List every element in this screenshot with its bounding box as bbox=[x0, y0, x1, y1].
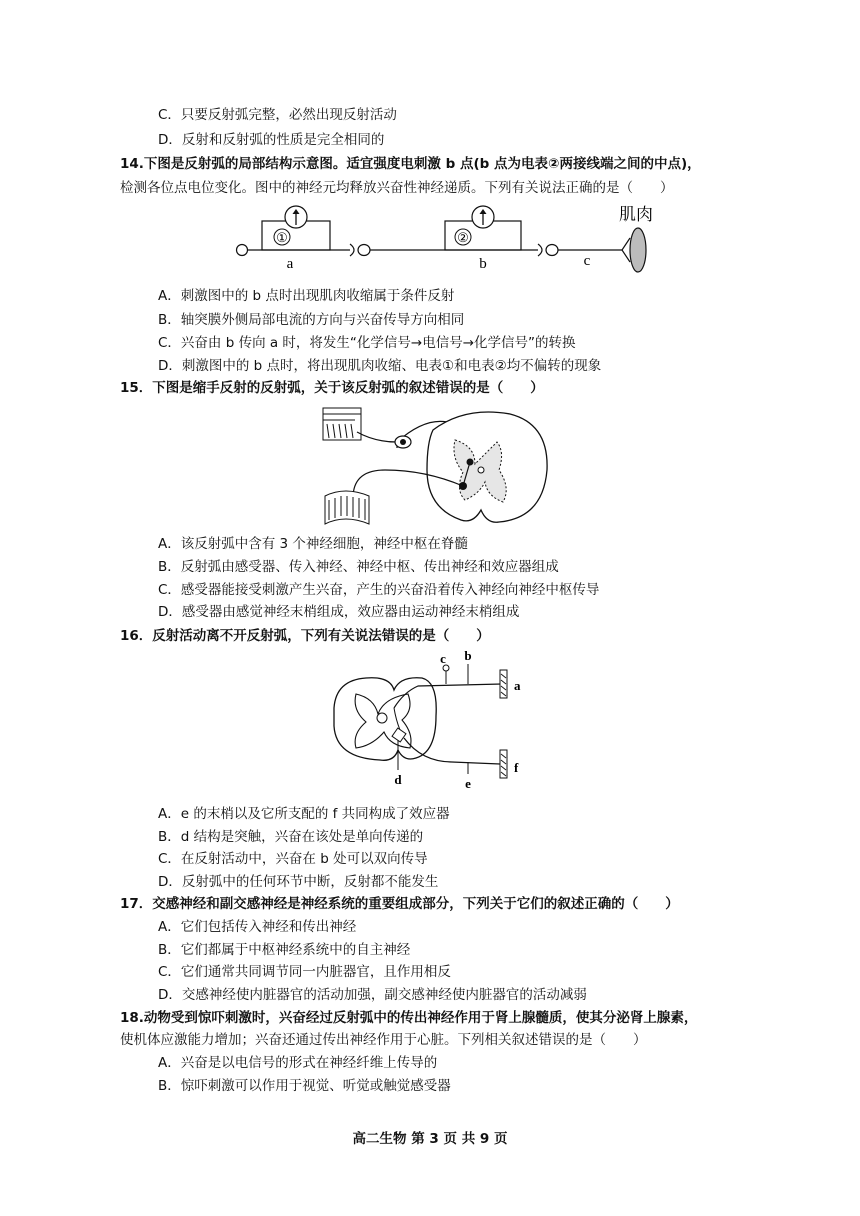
q14-reflex-arc-figure bbox=[230, 200, 670, 278]
q14-option-a: A．刺激图中的 b 点时出现肌肉收缩属于条件反射 bbox=[158, 288, 455, 304]
page-footer: 高二生物 第 3 页 共 9 页 bbox=[352, 1131, 508, 1147]
q15-option-a: A．该反射弧中含有 3 个神经细胞，神经中枢在脊髓 bbox=[158, 536, 468, 552]
q14-stem-line1: 14.下图是反射弧的局部结构示意图。适宜强度电刺激 b 点(b 点为电表②两接线端之间的中点)， bbox=[120, 156, 701, 172]
q15-stem: 15．下图是缩手反射的反射弧，关于该反射弧的叙述错误的是（ ） bbox=[120, 380, 544, 396]
q18-option-b: B．惊吓刺激可以作用于视觉、听觉或触觉感受器 bbox=[158, 1078, 451, 1094]
q15-option-c: C．感受器能接受刺激产生兴奋，产生的兴奋沿着传入神经向神经中枢传导 bbox=[158, 582, 600, 598]
q16-label-b: b bbox=[464, 650, 472, 663]
q15-option-d: D．感受器由感觉神经末梢组成，效应器由运动神经末梢组成 bbox=[158, 604, 520, 620]
q14-label-a: a bbox=[286, 256, 294, 272]
q14-muscle bbox=[630, 228, 646, 272]
q18-stem-line2: 使机体应激能力增加；兴奋还通过传出神经作用于心脏。下列相关叙述错误的是（ ） bbox=[120, 1032, 647, 1048]
q18-stem-line1: 18.动物受到惊吓刺激时，兴奋经过反射弧中的传出神经作用于肾上腺髓质，使其分泌肾上腺素， bbox=[120, 1010, 698, 1026]
q16-option-d: D．反射弧中的任何环节中断，反射都不能发生 bbox=[158, 874, 439, 890]
q14-label-b: b bbox=[479, 256, 487, 272]
q14-meter-1-label: ① bbox=[276, 230, 288, 245]
q16-stem: 16．反射活动离不开反射弧，下列有关说法错误的是（ ） bbox=[120, 628, 490, 644]
q14-stem-line2: 检测各位点电位变化。图中的神经元均释放兴奋性神经递质。下列有关说法正确的是（ ） bbox=[120, 180, 674, 196]
q16-label-c: c bbox=[440, 651, 446, 666]
q17-option-b: B．它们都属于中枢神经系统中的自主神经 bbox=[158, 942, 411, 958]
q13-option-c: C．只要反射弧完整，必然出现反射活动 bbox=[158, 107, 397, 123]
q17-option-a: A．它们包括传入神经和传出神经 bbox=[158, 919, 357, 935]
q16-label-d: d bbox=[394, 772, 402, 787]
q15-receptor-skin bbox=[323, 408, 361, 440]
svg-text:肌肉: 肌肉 bbox=[619, 205, 653, 224]
q15-effector-muscle bbox=[325, 491, 369, 524]
q13-option-d: D．反射和反射弧的性质是完全相同的 bbox=[158, 132, 385, 148]
q17-stem: 17．交感神经和副交感神经是神经系统的重要组成部分，下列关于它们的叙述正确的（ ） bbox=[120, 896, 679, 912]
q14-neuron-start bbox=[237, 245, 248, 256]
q15-withdrawal-reflex-figure bbox=[315, 400, 555, 530]
q16-label-e: e bbox=[465, 776, 471, 791]
q17-option-d: D．交感神经使内脏器官的活动加强，副交感神经使内脏器官的活动减弱 bbox=[158, 987, 587, 1003]
q14-option-d: D．刺激图中的 b 点时，将出现肌肉收缩、电表①和电表②均不偏转的现象 bbox=[158, 358, 602, 374]
q14-synapse-1 bbox=[350, 244, 354, 256]
q14-option-c: C．兴奋由 b 传向 a 时，将发生“化学信号→电信号→化学信号”的转换 bbox=[158, 335, 576, 351]
q16-option-c: C．在反射活动中，兴奋在 b 处可以双向传导 bbox=[158, 851, 428, 867]
q16-label-a: a bbox=[514, 678, 521, 693]
q14-meter-2-label: ② bbox=[457, 230, 469, 245]
q18-option-a: A．兴奋是以电信号的形式在神经纤维上传导的 bbox=[158, 1055, 438, 1071]
q16-option-b: B．d 结构是突触，兴奋在该处是单向传递的 bbox=[158, 829, 424, 845]
q17-option-c: C．它们通常共同调节同一内脏器官，且作用相反 bbox=[158, 964, 451, 980]
q14-label-c: c bbox=[583, 253, 591, 269]
q16-option-a: A．e 的末梢以及它所支配的 f 共同构成了效应器 bbox=[158, 806, 450, 822]
q16-reflex-arc-figure bbox=[322, 650, 542, 802]
q16-label-f: f bbox=[514, 760, 519, 775]
q14-synapse-2 bbox=[538, 244, 542, 256]
q14-option-b: B．轴突膜外侧局部电流的方向与兴奋传导方向相同 bbox=[158, 312, 465, 328]
q15-option-b: B．反射弧由感受器、传入神经、神经中枢、传出神经和效应器组成 bbox=[158, 559, 559, 575]
